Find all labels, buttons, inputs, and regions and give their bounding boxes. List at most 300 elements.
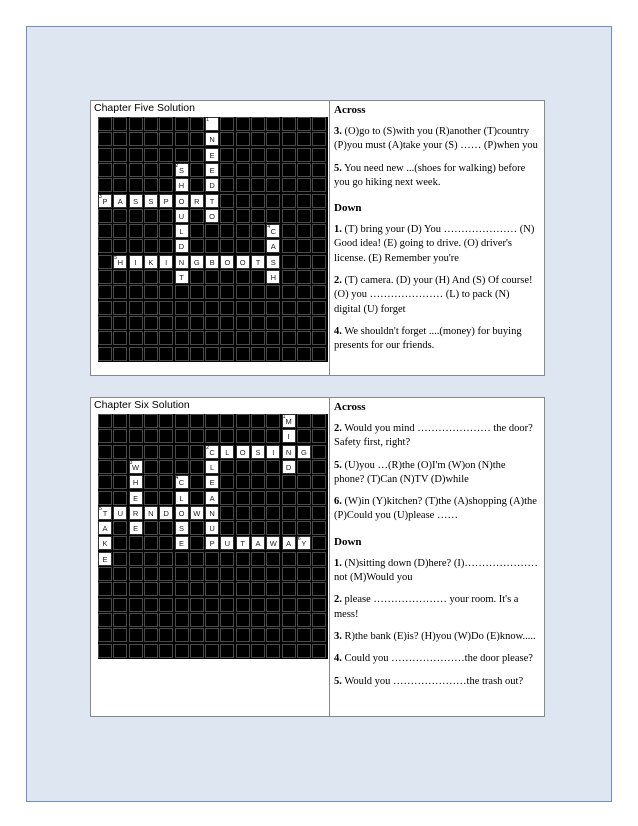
- crossword-blank-cell: [190, 429, 204, 443]
- crossword-letter-cell: [129, 475, 143, 489]
- crossword-blank-cell: [129, 163, 143, 177]
- crossword-blank-cell: [251, 163, 265, 177]
- crossword-blank-cell: [190, 445, 204, 459]
- crossword-letter-cell: [129, 194, 143, 208]
- crossword-blank-cell: [220, 582, 234, 596]
- crossword-blank-cell: [159, 347, 173, 361]
- clue-number-marker: 5: [114, 254, 118, 261]
- crossword-blank-cell: [98, 613, 112, 627]
- crossword-blank-cell: [205, 239, 219, 253]
- crossword-blank-cell: [297, 316, 311, 330]
- crossword-blank-cell: [190, 163, 204, 177]
- crossword-blank-cell: [266, 506, 280, 520]
- clue-number-marker: 1: [206, 117, 209, 123]
- clue-text: (U)you …(R)the (O)I'm (W)on (N)the phone? (T)Can (N)TV (D)while: [334, 459, 506, 485]
- crossword-blank-cell: [220, 285, 234, 299]
- crossword-blank-cell: [312, 567, 326, 581]
- crossword-blank-cell: [98, 598, 112, 612]
- crossword-blank-cell: [220, 644, 234, 658]
- crossword-blank-cell: [144, 536, 158, 550]
- crossword-blank-cell: [312, 628, 326, 642]
- cell-letter: S: [255, 447, 261, 457]
- crossword-blank-cell: [251, 521, 265, 535]
- crossword-blank-cell: [190, 491, 204, 505]
- cell-letter: W: [132, 462, 140, 472]
- crossword-blank-cell: [251, 132, 265, 146]
- crossword-blank-cell: [236, 521, 250, 535]
- crossword-blank-cell: [205, 598, 219, 612]
- crossword-blank-cell: [220, 429, 234, 443]
- crossword-blank-cell: [312, 506, 326, 520]
- crossword-blank-cell: [297, 475, 311, 489]
- crossword-blank-cell: [251, 567, 265, 581]
- crossword-blank-cell: [282, 239, 296, 253]
- crossword-blank-cell: [113, 148, 127, 162]
- clue-item: [334, 223, 538, 266]
- crossword-blank-cell: [205, 628, 219, 642]
- cell-letter: U: [209, 524, 215, 534]
- crossword-blank-cell: [144, 460, 158, 474]
- cell-letter: S: [178, 165, 184, 175]
- clue-number-marker: 4: [267, 224, 271, 231]
- crossword-blank-cell: [266, 132, 280, 146]
- crossword-blank-cell: [144, 270, 158, 284]
- crossword-blank-cell: [144, 163, 158, 177]
- crossword-blank-cell: [175, 613, 189, 627]
- clue-number: 1.: [334, 557, 342, 569]
- crossword-blank-cell: [144, 491, 158, 505]
- cell-letter: N: [148, 508, 154, 518]
- crossword-blank-cell: [159, 132, 173, 146]
- crossword-blank-cell: [266, 429, 280, 443]
- crossword-blank-cell: [236, 224, 250, 238]
- crossword-blank-cell: [297, 491, 311, 505]
- crossword-letter-cell: [98, 521, 112, 535]
- crossword-letter-cell: [220, 445, 234, 459]
- crossword-letter-cell: [205, 209, 219, 223]
- crossword-letter-cell: [175, 506, 189, 520]
- section-title: Chapter Six Solution: [94, 399, 190, 411]
- crossword-blank-cell: [205, 316, 219, 330]
- crossword-blank-cell: [159, 460, 173, 474]
- crossword-blank-cell: [159, 270, 173, 284]
- crossword-blank-cell: [282, 552, 296, 566]
- crossword-blank-cell: [129, 224, 143, 238]
- clue-number: 3.: [334, 126, 342, 137]
- cell-letter: O: [239, 447, 246, 457]
- crossword-letter-cell: [129, 491, 143, 505]
- crossword-blank-cell: [282, 582, 296, 596]
- crossword-blank-cell: [282, 567, 296, 581]
- clue-text: (T) bring your (D) You ………………… (N) Good idea! (E) going to drive. (O) driver's license. (E) Remember you're: [334, 224, 535, 264]
- crossword-letter-cell: [251, 445, 265, 459]
- crossword-letter-cell: [205, 521, 219, 535]
- clue-number: 4.: [334, 653, 342, 665]
- crossword-blank-cell: [159, 491, 173, 505]
- clue-text: R)the bank (E)is? (H)you (W)Do (E)know.....: [344, 630, 536, 642]
- crossword-blank-cell: [144, 117, 158, 131]
- clue-number: 6.: [334, 496, 342, 508]
- cell-letter: C: [178, 478, 185, 488]
- crossword-blank-cell: [266, 117, 280, 131]
- crossword-blank-cell: [205, 429, 219, 443]
- crossword-blank-cell: [159, 178, 173, 192]
- crossword-blank-cell: [205, 414, 219, 428]
- clue-number-marker: 1: [282, 414, 286, 420]
- crossword-blank-cell: [113, 301, 127, 315]
- crossword-blank-cell: [190, 347, 204, 361]
- cell-letter: E: [178, 539, 184, 549]
- crossword-letter-cell: [205, 506, 219, 520]
- crossword-blank-cell: [266, 521, 280, 535]
- crossword-blank-cell: [144, 239, 158, 253]
- crossword-blank-cell: [297, 224, 311, 238]
- crossword-blank-cell: [98, 429, 112, 443]
- clue-text: please ………………… your room. It's a mess!: [334, 594, 519, 620]
- crossword-blank-cell: [129, 628, 143, 642]
- crossword-letter-cell: [205, 475, 219, 489]
- crossword-blank-cell: [282, 285, 296, 299]
- crossword-blank-cell: [312, 521, 326, 535]
- crossword-letter-cell: [266, 255, 280, 269]
- crossword-blank-cell: [266, 475, 280, 489]
- crossword-blank-cell: [190, 148, 204, 162]
- crossword-blank-cell: [251, 628, 265, 642]
- crossword-blank-cell: [205, 582, 219, 596]
- crossword-blank-cell: [159, 445, 173, 459]
- crossword-blank-cell: [220, 270, 234, 284]
- crossword-blank-cell: [251, 194, 265, 208]
- crossword-blank-cell: [98, 132, 112, 146]
- cell-letter: I: [272, 447, 275, 457]
- crossword-blank-cell: [236, 301, 250, 315]
- crossword-blank-cell: [175, 285, 189, 299]
- crossword-blank-cell: [113, 598, 127, 612]
- crossword-blank-cell: [266, 598, 280, 612]
- crossword-blank-cell: [205, 270, 219, 284]
- crossword-blank-cell: [175, 445, 189, 459]
- crossword-blank-cell: [282, 270, 296, 284]
- crossword-letter-cell: [266, 270, 280, 284]
- crossword-blank-cell: [266, 347, 280, 361]
- chapter-six-table: [90, 397, 545, 717]
- crossword-blank-cell: [144, 613, 158, 627]
- crossword-blank-cell: [175, 414, 189, 428]
- cell-letter: U: [178, 211, 185, 221]
- crossword-blank-cell: [220, 239, 234, 253]
- crossword-blank-cell: [113, 445, 127, 459]
- crossword-blank-cell: [236, 316, 250, 330]
- cell-letter: R: [132, 508, 139, 518]
- crossword-blank-cell: [113, 613, 127, 627]
- crossword-blank-cell: [251, 148, 265, 162]
- crossword-blank-cell: [113, 178, 127, 192]
- crossword-blank-cell: [144, 285, 158, 299]
- cell-letter: A: [255, 539, 261, 549]
- crossword-blank-cell: [159, 429, 173, 443]
- crossword-blank-cell: [266, 628, 280, 642]
- crossword-letter-cell: [266, 445, 280, 459]
- crossword-letter-cell: [205, 178, 219, 192]
- cell-letter: S: [133, 196, 139, 206]
- cell-letter: N: [209, 135, 215, 145]
- crossword-blank-cell: [297, 429, 311, 443]
- cell-letter: N: [285, 447, 292, 457]
- down-heading: Down: [334, 202, 362, 215]
- crossword-blank-cell: [251, 209, 265, 223]
- crossword-letter-cell: [297, 536, 311, 550]
- crossword-blank-cell: [205, 552, 219, 566]
- crossword-blank-cell: [98, 239, 112, 253]
- crossword-blank-cell: [159, 148, 173, 162]
- clue-number: 5.: [334, 675, 342, 687]
- crossword-blank-cell: [129, 414, 143, 428]
- crossword-blank-cell: [312, 148, 326, 162]
- crossword-blank-cell: [205, 331, 219, 345]
- crossword-blank-cell: [144, 301, 158, 315]
- crossword-blank-cell: [190, 132, 204, 146]
- crossword-letter-cell: [98, 536, 112, 550]
- crossword-blank-cell: [266, 552, 280, 566]
- crossword-letter-cell: [175, 491, 189, 505]
- crossword-blank-cell: [190, 613, 204, 627]
- crossword-letter-cell: [129, 506, 143, 520]
- crossword-blank-cell: [113, 163, 127, 177]
- cell-letter: P: [102, 196, 108, 206]
- cell-letter: S: [178, 524, 184, 534]
- crossword-blank-cell: [113, 628, 127, 642]
- crossword-blank-cell: [190, 316, 204, 330]
- cell-letter: M: [285, 417, 292, 426]
- crossword-blank-cell: [144, 445, 158, 459]
- cell-letter: U: [117, 508, 123, 518]
- crossword-blank-cell: [113, 270, 127, 284]
- clue-number: 5.: [334, 162, 342, 174]
- cell-letter: C: [270, 227, 276, 237]
- crossword-blank-cell: [282, 117, 296, 131]
- crossword-blank-cell: [98, 209, 112, 223]
- crossword-blank-cell: [144, 132, 158, 146]
- cell-letter: T: [240, 539, 245, 549]
- crossword-blank-cell: [190, 414, 204, 428]
- crossword-blank-cell: [220, 613, 234, 627]
- clue-number-marker: 6: [297, 536, 301, 543]
- crossword-blank-cell: [205, 285, 219, 299]
- crossword-blank-cell: [220, 460, 234, 474]
- crossword-blank-cell: [312, 536, 326, 550]
- clue-text: You need new ...(shoes for walking) before you go hiking next week.: [334, 162, 526, 188]
- crossword-blank-cell: [236, 460, 250, 474]
- crossword-blank-cell: [129, 613, 143, 627]
- cell-letter: A: [270, 242, 276, 252]
- crossword-blank-cell: [129, 301, 143, 315]
- crossword-blank-cell: [220, 628, 234, 642]
- crossword-blank-cell: [129, 598, 143, 612]
- crossword-blank-cell: [113, 644, 127, 658]
- crossword-letter-cell: [175, 163, 189, 177]
- crossword-blank-cell: [297, 506, 311, 520]
- crossword-blank-cell: [144, 178, 158, 192]
- clue-number-marker: 4: [175, 475, 179, 482]
- crossword-blank-cell: [266, 582, 280, 596]
- crossword-blank-cell: [266, 148, 280, 162]
- crossword-letter-cell: [282, 536, 296, 550]
- cell-letter: O: [178, 196, 185, 206]
- crossword-blank-cell: [190, 301, 204, 315]
- across-heading: Across: [334, 401, 366, 413]
- crossword-blank-cell: [98, 347, 112, 361]
- crossword-blank-cell: [98, 414, 112, 428]
- clue-text: We shouldn't forget ....(money) for buying presents for our friends.: [334, 325, 522, 352]
- crossword-blank-cell: [129, 285, 143, 299]
- crossword-blank-cell: [98, 628, 112, 642]
- crossword-blank-cell: [129, 331, 143, 345]
- crossword-blank-cell: [129, 239, 143, 253]
- cell-letter: L: [179, 493, 184, 503]
- crossword-blank-cell: [312, 270, 326, 284]
- crossword-blank-cell: [312, 163, 326, 177]
- cell-letter: S: [148, 196, 154, 206]
- crossword-blank-cell: [190, 628, 204, 642]
- crossword-blank-cell: [236, 429, 250, 443]
- cell-letter: N: [178, 257, 185, 267]
- crossword-blank-cell: [251, 224, 265, 238]
- crossword-letter-cell: [129, 460, 143, 474]
- clue-item: [334, 422, 538, 451]
- crossword-blank-cell: [282, 163, 296, 177]
- crossword-blank-cell: [236, 132, 250, 146]
- crossword-blank-cell: [113, 117, 127, 131]
- crossword-blank-cell: [190, 209, 204, 223]
- cell-letter: E: [209, 478, 215, 488]
- crossword-blank-cell: [297, 148, 311, 162]
- crossword-blank-cell: [113, 491, 127, 505]
- crossword-blank-cell: [220, 475, 234, 489]
- crossword-letter-cell: [159, 194, 173, 208]
- crossword-blank-cell: [266, 460, 280, 474]
- clue-number: 2.: [334, 594, 342, 606]
- crossword-letter-cell: [190, 506, 204, 520]
- crossword-blank-cell: [175, 567, 189, 581]
- clue-number-marker: 3: [129, 459, 133, 466]
- crossword-blank-cell: [175, 316, 189, 330]
- cell-letter: O: [239, 257, 246, 267]
- crossword-blank-cell: [251, 613, 265, 627]
- clue-item: [334, 325, 538, 354]
- crossword-blank-cell: [205, 644, 219, 658]
- clue-number: 5.: [334, 459, 342, 471]
- crossword-blank-cell: [98, 255, 112, 269]
- crossword-blank-cell: [236, 285, 250, 299]
- crossword-blank-cell: [282, 194, 296, 208]
- crossword-blank-cell: [129, 347, 143, 361]
- crossword-blank-cell: [144, 598, 158, 612]
- crossword-letter-cell: [236, 445, 250, 459]
- crossword-blank-cell: [159, 475, 173, 489]
- crossword-blank-cell: [236, 270, 250, 284]
- cell-letter: S: [270, 257, 276, 267]
- clue-item: [334, 125, 538, 154]
- across-heading: Across: [334, 104, 366, 116]
- crossword-blank-cell: [251, 239, 265, 253]
- crossword-blank-cell: [220, 163, 234, 177]
- cell-letter: L: [225, 447, 230, 457]
- clue-item: [334, 675, 538, 689]
- crossword-letter-cell: [144, 194, 158, 208]
- crossword-blank-cell: [144, 414, 158, 428]
- crossword-blank-cell: [266, 209, 280, 223]
- section-title: Chapter Five Solution: [94, 102, 195, 114]
- crossword-blank-cell: [282, 316, 296, 330]
- cell-letter: O: [224, 257, 231, 267]
- crossword-blank-cell: [312, 194, 326, 208]
- cell-letter: H: [117, 257, 123, 267]
- crossword-blank-cell: [175, 628, 189, 642]
- crossword-blank-cell: [113, 521, 127, 535]
- crossword-letter-cell: [205, 194, 219, 208]
- crossword-letter-cell: [205, 445, 219, 459]
- cell-letter: T: [255, 257, 261, 267]
- crossword-blank-cell: [297, 582, 311, 596]
- crossword-letter-cell: [205, 148, 219, 162]
- crossword-blank-cell: [297, 239, 311, 253]
- crossword-blank-cell: [190, 598, 204, 612]
- crossword-blank-cell: [282, 132, 296, 146]
- cell-letter: D: [285, 462, 292, 472]
- cell-letter: L: [210, 462, 215, 472]
- crossword-blank-cell: [113, 285, 127, 299]
- clue-number: 3.: [334, 630, 342, 642]
- crossword-blank-cell: [282, 521, 296, 535]
- cell-letter: E: [209, 150, 215, 160]
- crossword-blank-cell: [144, 429, 158, 443]
- crossword-letter-cell: [205, 132, 219, 146]
- cell-letter: Y: [301, 539, 307, 549]
- crossword-blank-cell: [190, 224, 204, 238]
- crossword-blank-cell: [220, 178, 234, 192]
- crossword-letter-cell: [282, 445, 296, 459]
- crossword-panel: [91, 101, 330, 375]
- cell-letter: I: [165, 257, 168, 267]
- crossword-blank-cell: [251, 552, 265, 566]
- crossword-blank-cell: [312, 582, 326, 596]
- crossword-blank-cell: [312, 552, 326, 566]
- crossword-blank-cell: [113, 331, 127, 345]
- crossword-blank-cell: [251, 598, 265, 612]
- crossword-blank-cell: [190, 460, 204, 474]
- crossword-blank-cell: [297, 460, 311, 474]
- crossword-letter-cell: [190, 194, 204, 208]
- crossword-blank-cell: [159, 224, 173, 238]
- crossword-blank-cell: [190, 475, 204, 489]
- crossword-blank-cell: [282, 209, 296, 223]
- crossword-blank-cell: [236, 598, 250, 612]
- clue-number-marker: 5: [99, 505, 102, 512]
- crossword-blank-cell: [129, 117, 143, 131]
- crossword-letter-cell: [175, 239, 189, 253]
- crossword-blank-cell: [159, 209, 173, 223]
- crossword-letter-cell: [129, 255, 143, 269]
- crossword-blank-cell: [251, 117, 265, 131]
- crossword-blank-cell: [190, 582, 204, 596]
- cell-letter: C: [209, 447, 215, 457]
- crossword-letter-cell: [144, 255, 158, 269]
- clue-text: Would you mind ………………… the door? Safety first, right?: [334, 423, 533, 449]
- crossword-blank-cell: [98, 224, 112, 238]
- crossword-blank-cell: [175, 429, 189, 443]
- crossword-letter-cell: [236, 536, 250, 550]
- crossword-blank-cell: [236, 491, 250, 505]
